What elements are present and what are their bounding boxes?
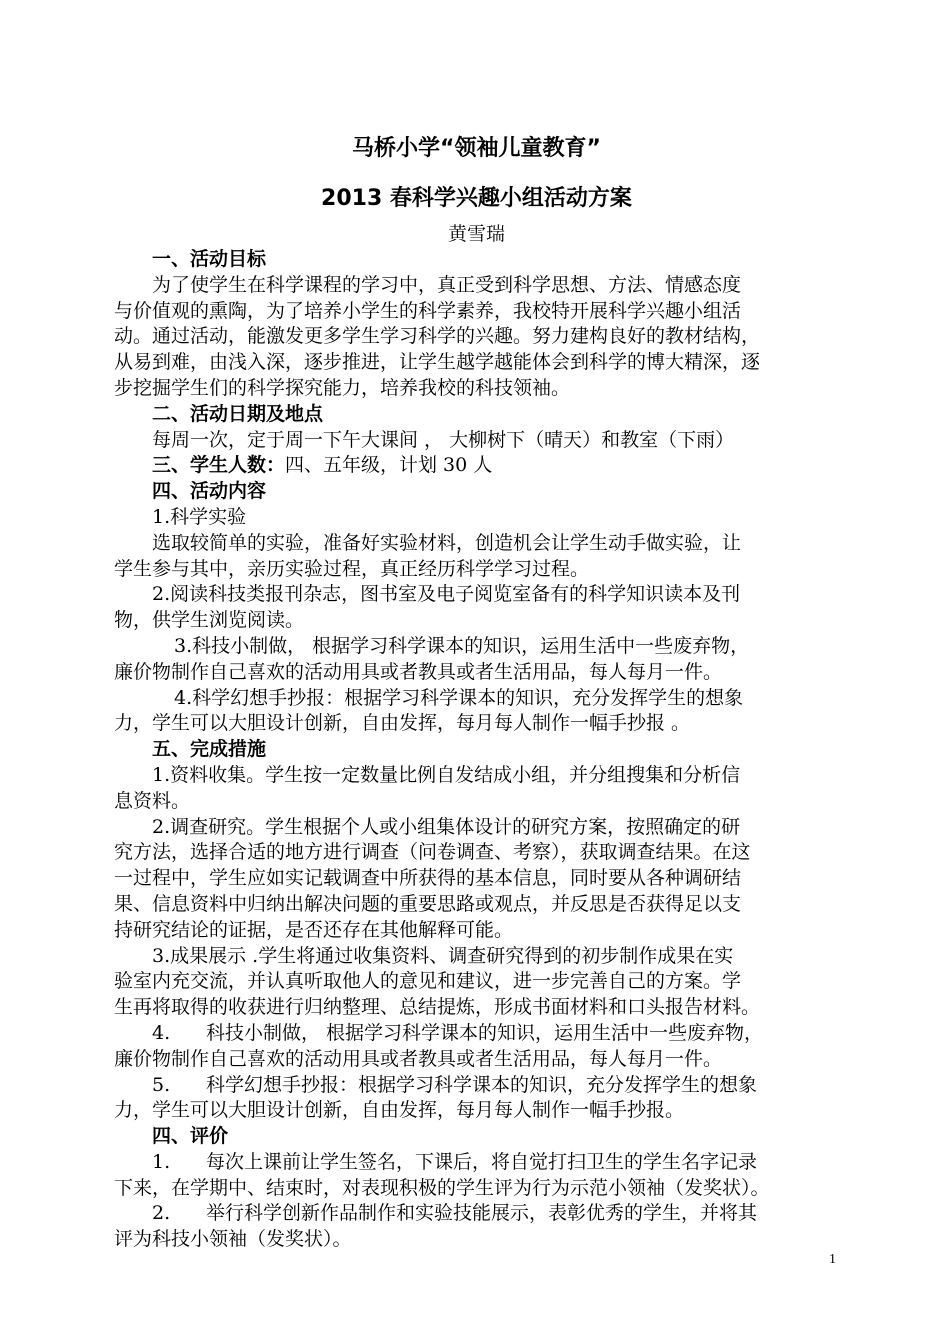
- paragraph-line: 与价值观的熏陶，为了培养小学生的科学素养，我校特开展科学兴趣小组活: [114, 299, 742, 322]
- paragraph-line: 物，供学生浏览阅读。: [114, 609, 305, 632]
- paragraph-line: 为了使学生在科学课程的学习中，真正受到科学思想、方法、情感态度: [152, 273, 742, 296]
- paragraph-line: 果、信息资料中归纳出解决问题的重要思路或观点，并反思是否获得足以支: [114, 892, 742, 915]
- list-item-title: 1.科学实验: [152, 505, 247, 528]
- paragraph-line: 究方法，选择合适的地方进行调查（问卷调查、考察），获取调查结果。在这: [114, 841, 751, 864]
- paragraph-line: 3.成果展示 .学生将通过收集资料、调查研究得到的初步制作成果在实: [152, 944, 734, 967]
- item-number: 1.: [152, 1150, 171, 1173]
- paragraph-line: 每次上课前让学生签名，下课后，将自觉打扫卫生的学生名字记录: [206, 1150, 758, 1173]
- paragraph-line: 力，学生可以大胆设计创新，自由发挥，每月每人制作一幅手抄报 。: [114, 712, 691, 735]
- paragraph-line: 生再将取得的收获进行归纳整理、总结提炼，形成书面材料和口头报告材料。: [114, 996, 761, 1019]
- paragraph-line: 学生参与其中，亲历实验过程，真正经历科学学习过程。: [114, 557, 590, 580]
- paragraph-line: 每周一次，定于周一下午大课间 ， 大柳树下（晴天）和教室（下雨）: [152, 428, 735, 451]
- section-heading-measures: 五、完成措施: [152, 738, 267, 761]
- paragraph-line: 持研究结论的证据，是否还存在其他解释可能。: [114, 918, 514, 941]
- paragraph-line: 2.调查研究。学生根据个人或小组集体设计的研究方案，按照确定的研: [152, 815, 741, 838]
- document-page: [114, 128, 839, 1253]
- numbered-line: [114, 1073, 839, 1099]
- item-number: 2.: [152, 1202, 171, 1225]
- item-number: 5.: [152, 1073, 171, 1096]
- paragraph-line: 4.科学幻想手抄报：根据学习科学课本的知识，充分发挥学生的想象: [174, 686, 744, 709]
- page-number: 1: [829, 1252, 836, 1267]
- paragraph-line: 下来，在学期中、结束时，对表现积极的学生评为行为示范小领袖（发奖状）。: [114, 1176, 770, 1199]
- section-heading-content: 四、活动内容: [152, 480, 267, 503]
- paragraph-line: 步挖掘学生们的科学探究能力，培养我校的科技领袖。: [114, 376, 571, 399]
- paragraph-line: 息资料。: [114, 789, 191, 812]
- section-heading-goals: 一、活动目标: [152, 248, 267, 270]
- student-count-line: [114, 453, 839, 479]
- section-heading-date-place: 二、活动日期及地点: [152, 402, 324, 425]
- document-subtitle: 2013 春科学兴趣小组活动方案: [321, 186, 632, 211]
- paragraph-line: 科技小制做， 根据学习科学课本的知识，运用生活中一些废弃物，: [206, 1021, 764, 1044]
- numbered-line: [114, 1150, 839, 1176]
- section-heading-students: 三、学生人数：: [152, 454, 286, 477]
- section-heading-evaluation: 四、评价: [152, 1125, 229, 1148]
- student-count-text: 四、五年级，计划 30 人: [285, 454, 493, 477]
- author-name: 黄雪瑞: [447, 223, 505, 245]
- paragraph-line: 选取较简单的实验，准备好实验材料，创造机会让学生动手做实验，让: [152, 531, 742, 554]
- paragraph-line: 评为科技小领袖（发奖状）。: [114, 1228, 352, 1251]
- numbered-line: [114, 1021, 839, 1047]
- paragraph-line: 3.科技小制做， 根据学习科学课本的知识，运用生活中一些废弃物，: [174, 634, 750, 657]
- paragraph-line: 廉价物制作自己喜欢的活动用具或者教具或者生活用品，每人每月一件。: [114, 660, 723, 683]
- paragraph-line: 验室内充交流，并认真听取他人的意见和建议，进一步完善自己的方案。学: [114, 970, 742, 993]
- paragraph-line: 力，学生可以大胆设计创新，自由发挥，每月每人制作一幅手抄报。: [114, 1099, 685, 1122]
- paragraph-line: 一过程中，学生应如实记载调查中所获得的基本信息，同时要从各种调研结: [114, 867, 742, 890]
- paragraph-line: 2.阅读科技类报刊杂志，图书室及电子阅览室备有的科学知识读本及刊: [152, 583, 741, 606]
- paragraph-line: 1.资料收集。学生按一定数量比例自发结成小组，并分组搜集和分析信: [152, 763, 741, 786]
- paragraph-line: 廉价物制作自己喜欢的活动用具或者教具或者生活用品，每人每月一件。: [114, 1047, 723, 1070]
- numbered-line: [114, 1201, 839, 1227]
- paragraph-line: 科学幻想手抄报：根据学习科学课本的知识，充分发挥学生的想象: [206, 1073, 758, 1096]
- item-number: 4.: [152, 1021, 171, 1044]
- paragraph-line: 举行科学创新作品制作和实验技能展示，表彰优秀的学生，并将其: [206, 1202, 758, 1225]
- paragraph-line: 从易到难，由浅入深，逐步推进，让学生越学越能体会到科学的博大精深，逐: [114, 351, 761, 374]
- document-title: 马桥小学“领袖儿童教育”: [352, 136, 601, 161]
- paragraph-line: 动。通过活动，能激发更多学生学习科学的兴趣。努力建构良好的教材结构，: [114, 325, 761, 348]
